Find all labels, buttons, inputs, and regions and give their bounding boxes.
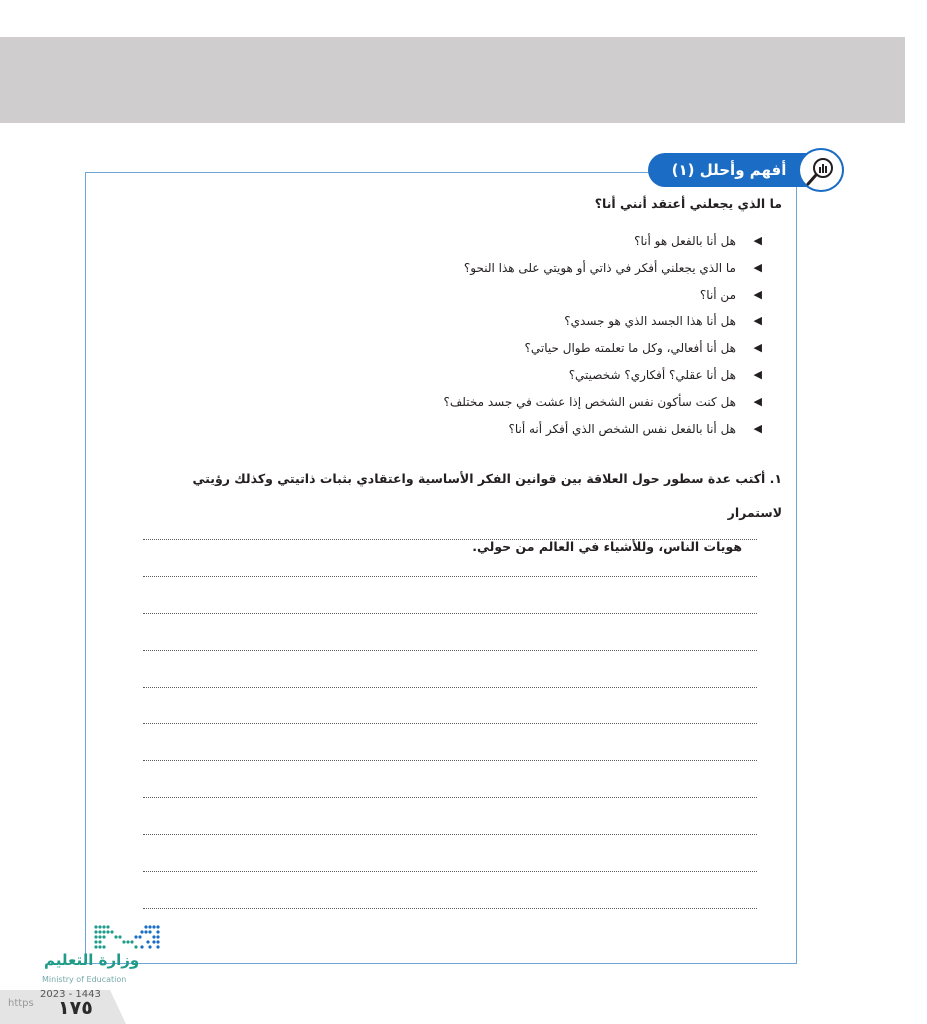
answer-line[interactable] <box>143 651 757 688</box>
triangle-bullet-icon: ◀ <box>753 367 762 381</box>
question-item: ◀ من أنا؟ <box>202 282 762 309</box>
triangle-bullet-icon: ◀ <box>753 394 762 408</box>
task-line-1: ١. أكتب عدة سطور حول العلاقة بين قوانين الفكر الأساسية واعتقادي بثبات ذاتيتي وكذلك رؤيتي لاستمرار <box>192 471 782 520</box>
answer-line[interactable] <box>143 688 757 725</box>
ministry-name-english: Ministry of Education <box>42 975 127 984</box>
triangle-bullet-icon: ◀ <box>753 341 762 355</box>
answer-line[interactable] <box>143 798 757 835</box>
answer-line[interactable] <box>143 724 757 761</box>
question-item: ◀ ما الذي يجعلني أفكر في ذاتي أو هويتي على هذا النحو؟ <box>202 255 762 282</box>
answer-line[interactable] <box>143 577 757 614</box>
section-tab <box>648 148 848 192</box>
top-banner <box>0 37 905 123</box>
ministry-logo-icon <box>36 905 176 985</box>
main-question-heading: ما الذي يجعلني أعتقد أنني أنا؟ <box>594 196 782 211</box>
question-item: ◀ هل أنا بالفعل نفس الشخص الذي أفكر أنه أنا؟ <box>202 416 762 443</box>
answer-line[interactable] <box>143 835 757 872</box>
answer-line[interactable] <box>143 532 757 540</box>
triangle-bullet-icon: ◀ <box>753 234 762 247</box>
answer-line[interactable] <box>143 614 757 651</box>
triangle-bullet-icon: ◀ <box>753 314 762 328</box>
page-number: ١٧٥ <box>58 997 93 1019</box>
question-item: ◀ هل أنا عقلي؟ أفكاري؟ شخصيتي؟ <box>202 362 762 389</box>
magnifier-icon <box>798 148 844 192</box>
question-list <box>202 228 762 442</box>
edition-code: 2023 - 1443 <box>40 989 101 1000</box>
question-item: ◀ هل كنت سأكون نفس الشخص إذا عشت في جسد مختلف؟ <box>202 389 762 416</box>
answer-lines[interactable] <box>143 532 757 909</box>
triangle-bullet-icon: ◀ <box>753 260 762 274</box>
answer-line[interactable] <box>143 761 757 798</box>
question-item: ◀ هل أنا هذا الجسد الذي هو جسدي؟ <box>202 308 762 335</box>
triangle-bullet-icon: ◀ <box>753 287 762 301</box>
ministry-name-arabic: وزارة التعليم <box>44 951 140 969</box>
triangle-bullet-icon: ◀ <box>753 421 762 435</box>
question-item: ◀ هل أنا بالفعل هو أنا؟ <box>202 228 762 255</box>
answer-line[interactable] <box>143 540 757 577</box>
url-watermark: https <box>8 998 34 1009</box>
section-title: أفهم وأحلل (١) <box>648 153 810 187</box>
task-line-2: هويات الناس، وللأشياء في العالم من حولي. <box>472 539 742 554</box>
question-item: ◀ هل أنا أفعالي، وكل ما تعلمته طوال حياتي؟ <box>202 335 762 362</box>
answer-line[interactable] <box>143 872 757 909</box>
